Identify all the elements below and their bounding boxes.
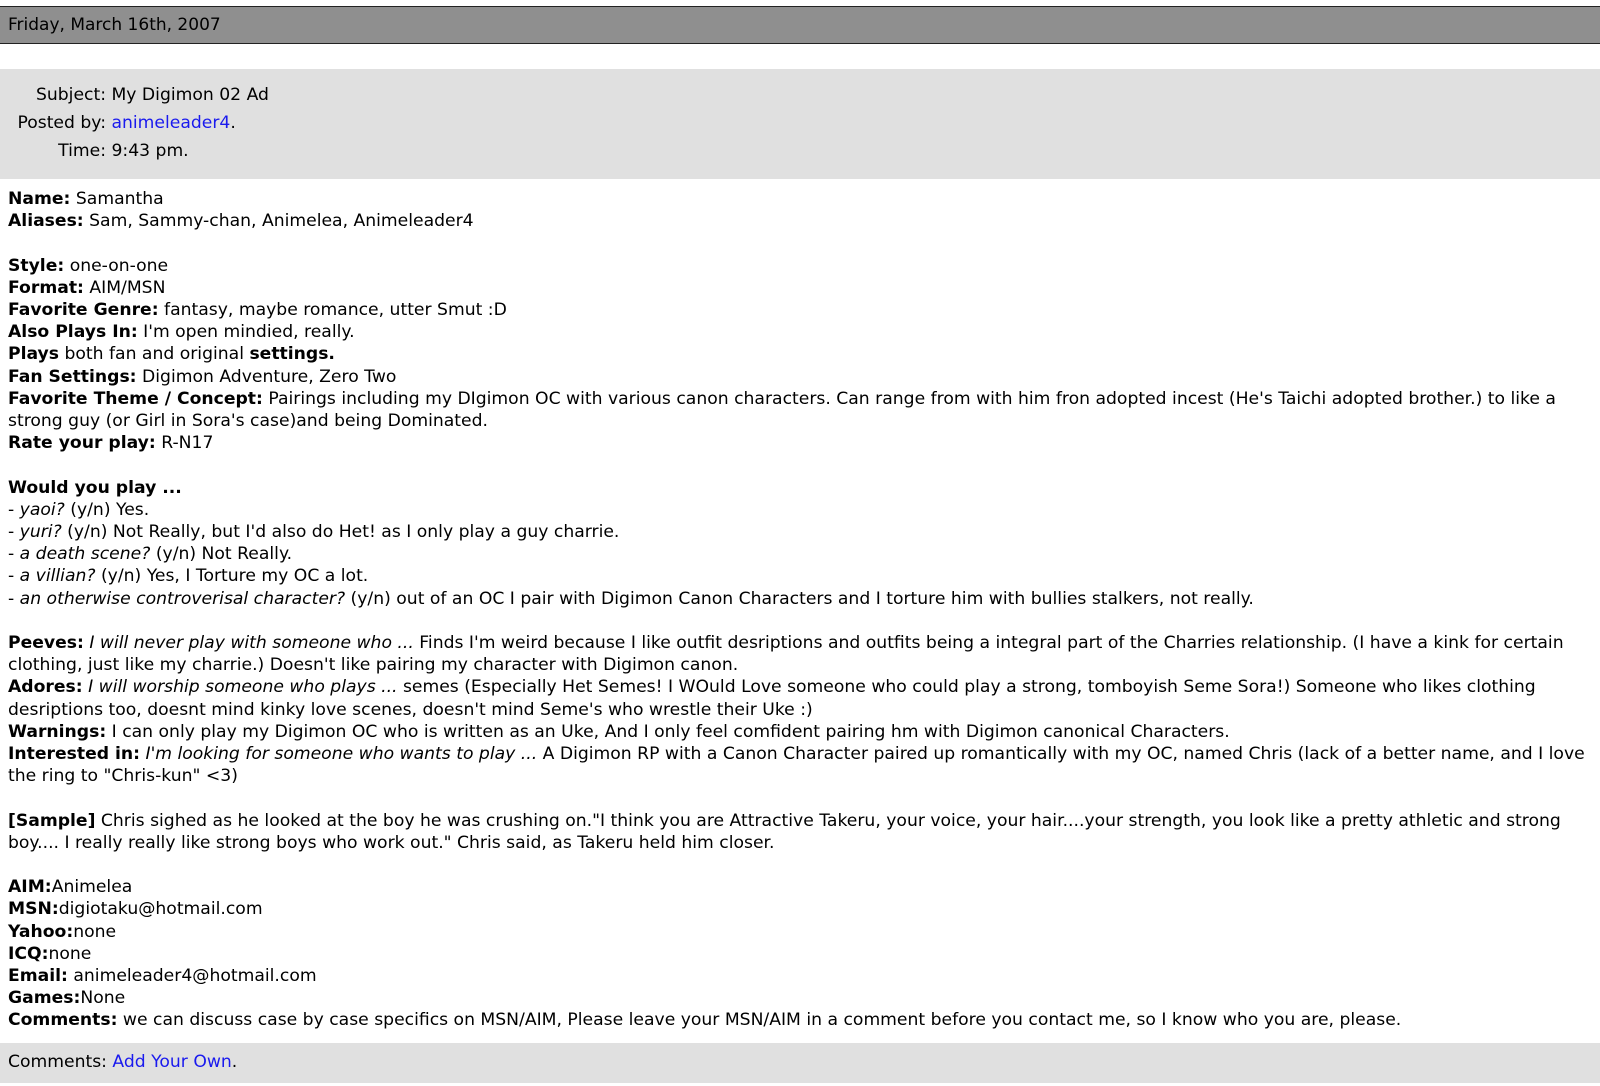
would-play-item: - yuri? (y/n) Not Really, but I'd also do Het! as I only play a guy charrie. bbox=[8, 522, 620, 543]
footer-label: Comments: bbox=[8, 1052, 113, 1072]
comments-line: Comments: we can discuss case by case specifics on MSN/AIM, Please leave your MSN/AIM in a comment before you contact me, so I know who you are, please. bbox=[8, 1010, 1402, 1031]
sample-line: [Sample] Chris sighed as he looked at the boy he was crushing on."I think you are Attractive Takeru, your voice, your hair....your strength, you look like a pretty athletic and strong boy.... I really really like strong boys who work out." Chris said, as Takeru held him closer. bbox=[8, 810, 1561, 853]
aliases-line: Aliases: Sam, Sammy-chan, Animelea, Animeleader4 bbox=[8, 211, 474, 232]
aim-line: AIM:Animelea bbox=[8, 877, 133, 898]
interested-line: Interested in: I'm looking for someone who wants to play ... A Digimon RP with a Canon Character paired up romantically with my OC, named Chris (lack of a better name, and I love the ring to "Chris-kun" <3) bbox=[8, 744, 1585, 787]
genre-line: Favorite Genre: fantasy, maybe romance, utter Smut :D bbox=[8, 300, 507, 320]
warnings-line: Warnings: I can only play my Digimon OC who is written as an Uke, And I only feel comfident pairing hm with Digimon canonical Characters. bbox=[8, 721, 1230, 742]
adores-line: Adores: I will worship someone who plays ... semes (Especially Het Semes! I WOuld Love someone who could play a strong, tomboyish Seme Sora!) Someone who likes clothing desriptions too, doesnt mind kinky love scenes, doesn't mind Seme's who wrestle their Uke :) bbox=[8, 677, 1536, 720]
posted-by-label: Posted by: bbox=[17, 113, 106, 133]
subject-value: My Digimon 02 Ad bbox=[111, 85, 269, 105]
also-plays-line: Also Plays In: I'm open mindied, really. bbox=[8, 322, 355, 343]
posted-by-row bbox=[0, 109, 236, 137]
post-body bbox=[8, 188, 1592, 1032]
footer-suffix: . bbox=[231, 1052, 238, 1072]
fan-settings-line: Fan Settings: Digimon Adventure, Zero Two bbox=[8, 366, 397, 387]
peeves-line: Peeves: I will never play with someone who ... Finds I'm weird because I like outfit desriptions and outfits being a integral part of the Charries relationship. (I have a kink for certain clothing, just like my charrie.) Doesn't like pairing my character with Digimon canon. bbox=[8, 633, 1564, 676]
theme-line: Favorite Theme / Concept: Pairings including my DIgimon OC with various canon characters. Can range from with him fron adopted incest (He's Taichi adopted brother.) to like a strong guy (or Girl in Sora's case)and being Dominated. bbox=[8, 388, 1556, 432]
post-header bbox=[0, 69, 1600, 179]
time-label: Time: bbox=[58, 141, 106, 161]
would-play-heading: Would you play ... bbox=[8, 477, 182, 498]
add-comment-link[interactable]: Add Your Own bbox=[112, 1052, 232, 1072]
entry-date: Friday, March 16th, 2007 bbox=[8, 15, 221, 35]
comments-footer bbox=[0, 1043, 1600, 1083]
would-play-item: - a villian? (y/n) Yes, I Torture my OC a lot. bbox=[8, 566, 369, 587]
author-link[interactable]: animeleader4 bbox=[111, 113, 231, 133]
would-play-item: - a death scene? (y/n) Not Really. bbox=[8, 544, 293, 565]
msn-line: MSN:digiotaku@hotmail.com bbox=[8, 899, 263, 920]
plays-line: Plays both fan and original settings. bbox=[8, 344, 335, 365]
email-line: Email: animeleader4@hotmail.com bbox=[8, 966, 317, 987]
games-line: Games:None bbox=[8, 988, 126, 1009]
name-line: Name: Samantha bbox=[8, 189, 164, 209]
subject-row bbox=[0, 81, 269, 109]
would-play-item: - an otherwise controverisal character? (y/n) out of an OC I pair with Digimon Canon Characters and I torture him with bullies stalkers, not really. bbox=[8, 588, 1254, 609]
style-line: Style: one-on-one bbox=[8, 255, 169, 276]
subject-label: Subject: bbox=[35, 85, 106, 105]
icq-line: ICQ:none bbox=[8, 943, 92, 964]
author-period: . bbox=[230, 113, 236, 133]
time-row bbox=[0, 137, 189, 165]
rate-line: Rate your play: R-N17 bbox=[8, 433, 214, 454]
would-play-item: - yaoi? (y/n) Yes. bbox=[8, 499, 150, 520]
yahoo-line: Yahoo:none bbox=[8, 921, 117, 942]
entry-date-bar bbox=[0, 6, 1600, 44]
format-line: Format: AIM/MSN bbox=[8, 277, 166, 298]
time-value: 9:43 pm. bbox=[111, 141, 189, 161]
